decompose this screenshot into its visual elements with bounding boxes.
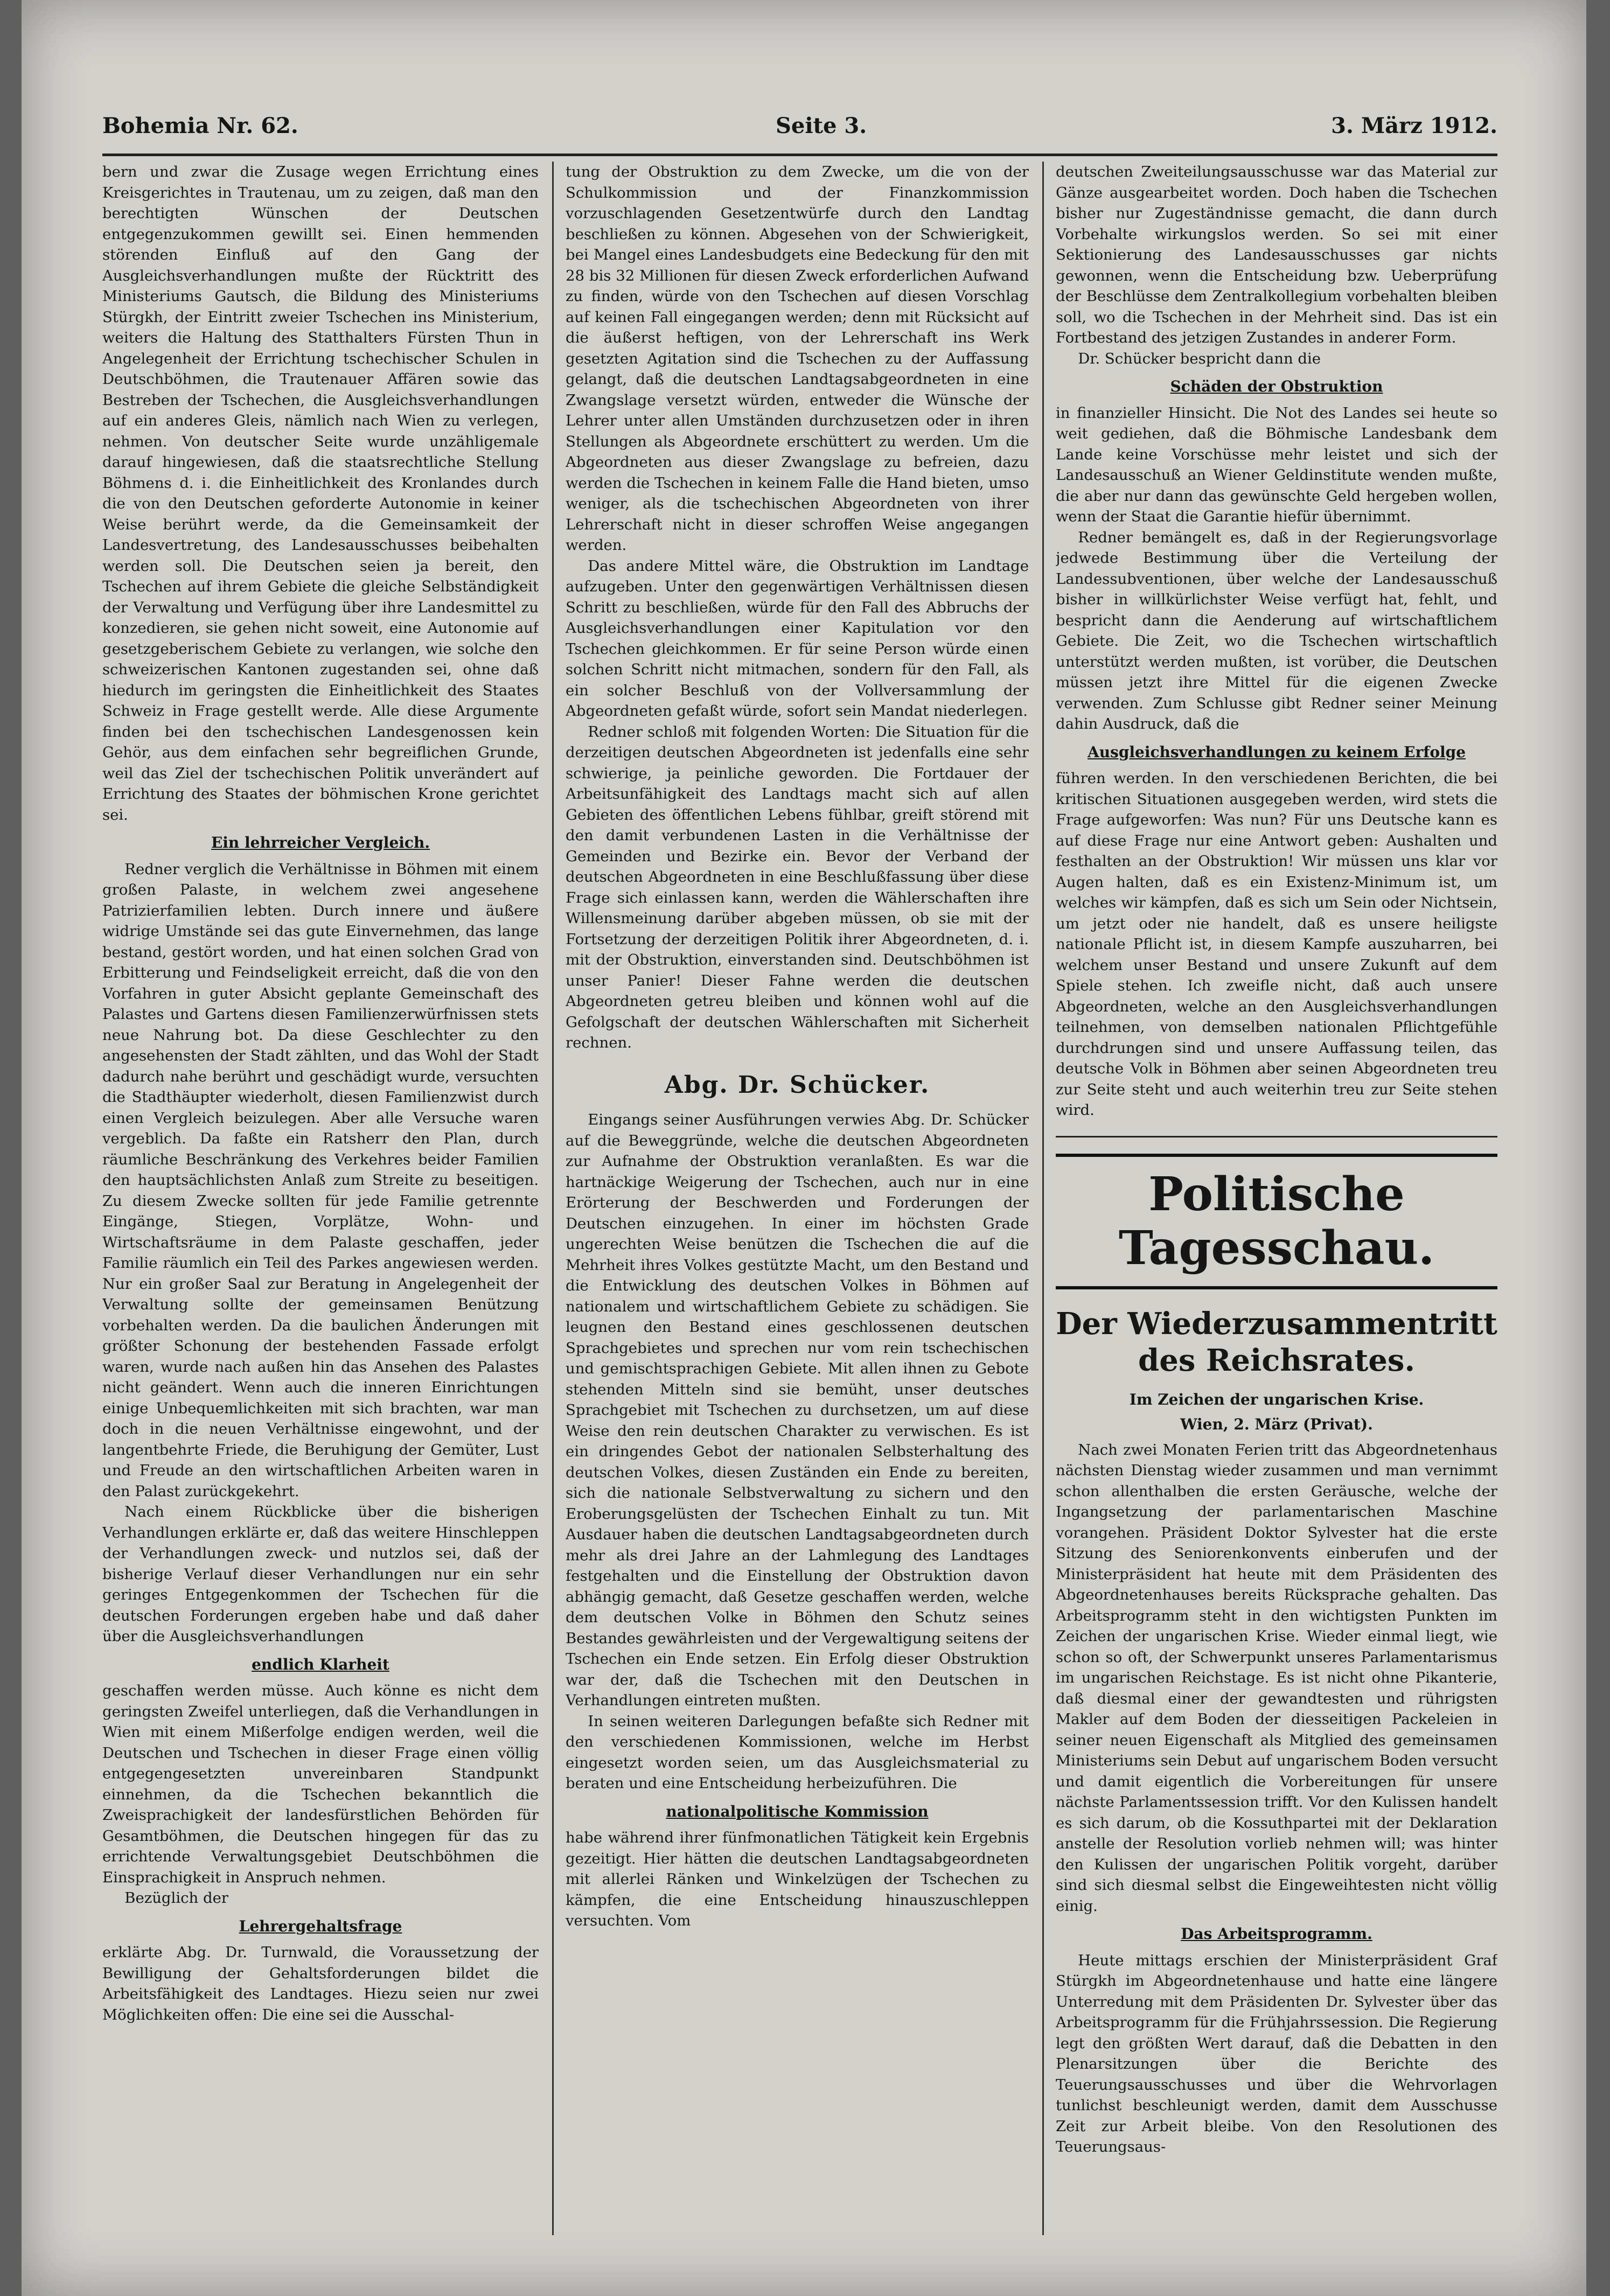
paragraph: Redner bemängelt es, daß in der Regierungsvorlage jedwede Bestimmung über die Verteilung der Landessubventionen, über welche der Landesausschuß bisher in willkürlichster Weise verfügt hat, fehlt, und bespricht dann die Aenderung auf wirtschaftlichem Gebiete. Die Zeit, wo die Tschechen wirtschaftlich unterstützt werden mußten, ist vorüber, die Deutschen müssen jetzt ihre Mittel für die eigenen Zwecke verwenden. Zum Schlusse gibt Redner seiner Meinung dahin Ausdruck, daß die <box>1056 528 1497 732</box>
subheading: Lehrergehaltsfrage <box>239 1917 402 1935</box>
subheading: endlich Klarheit <box>252 1655 389 1673</box>
subheading: Schäden der Obstruktion <box>1170 378 1383 395</box>
article-headline: Der Wiederzusammentritt des Reichsrates. <box>1056 1306 1497 1378</box>
paragraph: geschaffen werden müsse. Auch könne es nicht dem geringsten Zweifel unterliegen, daß die Verhandlungen in Wien mit einem Mißerfolge endigen werden, weil die Deutschen und Tschechen in dieser Frage einen völlig entgegengesetzten unvereinbaren Standpunkt einnehmen, da die Tschechen bekanntlich die Zweisprachigkeit der landesfürstlichen Behörden für Gesamtböhmen, die Deutschen hingegen für das zu errichtende Verwaltungsgebiet Deutschböhmen die Einsprachigkeit in Anspruch nehmen. <box>102 1682 539 1886</box>
paragraph: bern und zwar die Zusage wegen Errichtung eines Kreisgerichtes in Trautenau, um zu zeigen, daß man den berechtigten Wünschen der Deutschen entgegenzukommen gewillt sei. Einen hemmenden störenden Einfluß auf den Gang der Ausgleichsverhandlungen mußte der Rücktritt des Ministeriums Gautsch, die Bildung des Ministeriums Stürgkh, der Eintritt zweier Tschechen ins Ministerium, weiters die Haltung des Statthalters Fürsten Thun in Angelegenheit der Errichtung tschechischer Schulen in Deutschböhmen, die Trautenauer Affären sowie das Bestreben der Tschechen, die Ausgleichsverhandlungen auf ein anderes Gleis, nämlich nach Wien zu verlegen, nehmen. Von deutscher Seite wurde unzähligemale darauf hingewiesen, daß die staatsrechtliche Stellung Böhmens d. i. die Einheitlichkeit des Kronlandes durch die von den Deutschen geforderte Autonomie in keiner Weise berührt werde, da die Gemeinsamkeit der Landesvertretung, des Landesausschusses beibehalten werden soll. Die Deutschen seien ja bereit, den Tschechen auf ihrem Gebiete die gleiche Selbständigkeit der Verwaltung und Verfügung über ihre Landesmittel zu konzedieren, sie gehen nicht soweit, eine Autonomie auf gesetzgeberischem Gebiete zu verlangen, wie solche den schweizerischen Kantonen zugestanden sei, ohne daß hiedurch im geringsten die Einheitlichkeit des Staates Schweiz in Frage gestellt werde. Alle diese Argumente finden bei den tschechischen Landesgenossen kein Gehör, aus dem einfachen sehr begreiflichen Grunde, weil das Ziel der tschechischen Politik unverändert auf Errichtung des Staates der böhmischen Krone gerichtet sei. <box>102 163 539 824</box>
newspaper-page <box>22 0 1586 2296</box>
paragraph: erklärte Abg. Dr. Turnwald, die Voraussetzung der Bewilligung der Gehaltsforderungen bildet die Arbeitsfähigkeit des Landtages. Hiezu seien nur zwei Möglichkeiten offen: Die eine sei die Ausschal- <box>102 1944 539 2023</box>
header-date: 3. März 1912. <box>1331 113 1497 138</box>
column-divider <box>552 162 554 2235</box>
page-header <box>102 113 1497 151</box>
paragraph: Dr. Schücker bespricht dann die <box>1078 350 1321 367</box>
header-rule <box>102 153 1497 156</box>
paragraph: In seinen weiteren Darlegungen befaßte sich Redner mit den verschiedenen Kommissionen, welche im Herbst eingesetzt worden seien, um das Ausgleichsmaterial zu beraten und eine Entscheidung herbeizuführen. Die <box>566 1712 1029 1792</box>
paragraph: in finanzieller Hinsicht. Die Not des Landes sei heute so weit gediehen, daß die Böhmische Landesbank dem Lande keine Vorschüsse mehr leistet und sich der Landesausschuß an Wiener Geldinstitute wenden mußte, die aber nur dann das gewünschte Geld hergeben wollen, wenn der Staat die Garantie hiefür übernimmt. <box>1056 404 1497 525</box>
paragraph: Das andere Mittel wäre, die Obstruktion im Landtage aufzugeben. Unter den gegenwärtigen Verhältnissen diesen Schritt zu beschließen, würde für den Fall des Abbruchs der Ausgleichsverhandlungen einer Kapitulation vor den Tschechen gleichkommen. Er für seine Person würde einen solchen Schritt nicht mitmachen, sondern für den Fall, als ein solcher Beschluß von der Vollversammlung der Abgeordneten gefaßt würde, sofort sein Mandat niederlegen. <box>566 557 1029 720</box>
subheading: Ein lehrreicher Vergleich. <box>211 834 430 852</box>
paragraph: Nach zwei Monaten Ferien tritt das Abgeordnetenhaus nächsten Dienstag wieder zusammen und man vernimmt schon allenthalben die ersten Geräusche, welche der Ingangsetzung der parlamentarischen Maschine vorangehen. Präsident Doktor Sylvester hat die erste Sitzung des Seniorenkonvents einberufen und der Ministerpräsident hat heute mit dem Präsidenten des Abgeordnetenhauses bereits Rücksprache gehalten. Das Arbeitsprogramm steht in den wichtigsten Punkten im Zeichen der ungarischen Krise. Wieder einmal liegt, wie schon so oft, der Schwerpunkt unseres Parlamentarismus im ungarischen Reichstage. Es ist nicht ohne Pikanterie, daß diesmal einer der gewandtesten und rührigsten Makler auf dem Boden der diesseitigen Packeleien in seiner neuen Eigenschaft als Mitglied des gemeinsamen Ministeriums sein Debut auf ungarischem Boden versucht und damit eigentlich die Vorbereitungen für unsere nächste Parlamentssession trifft. Vor den Kulissen handelt es sich darum, ob die Kossuthpartei mit der Deklaration anstelle der Resolution vorlieb nehmen will; was hinter den Kulissen der ungarischen Politik vorgeht, darüber sind sich diesmal selbst die Eingeweihtesten nicht völlig einig. <box>1056 1441 1497 1915</box>
column-3 <box>1056 162 1497 2235</box>
speaker-heading: Abg. Dr. Schücker. <box>664 1071 930 1099</box>
column-2 <box>566 162 1029 2235</box>
article-dateline: Wien, 2. März (Privat). <box>1180 1415 1373 1433</box>
paragraph: Heute mittags erschien der Ministerpräsident Graf Stürgkh im Abgeordnetenhause und hatte eine längere Unterredung mit dem Präsidenten Dr. Sylvester über das Arbeitsprogramm für die Frühjahrssession. Die Regierung legt den größten Wert darauf, daß die Debatten in den Plenarsitzungen über die Berichte des Teuerungsausschusses und über die Wehrvorlagen tunlichst beschleunigt werden, damit dem Ausschusse Zeit zur Arbeit bleibe. Von den Resolutionen des Teuerungsaus- <box>1056 1951 1497 2155</box>
paragraph: Bezüglich der <box>124 1889 229 1907</box>
paragraph: Eingangs seiner Ausführungen verwies Abg. Dr. Schücker auf die Beweggründe, welche die deutschen Abgeordneten zur Aufnahme der Obstruktion veranlaßten. Es war die hartnäckige Weigerung der Tschechen, auch nur in eine Erörterung der Beschwerden und Forderungen der Deutschen einzugehen. In einer im höchsten Grade ungerechten Weise benützen die Tschechen die auf die Mehrheit ihres Volkes gestützte Macht, um den Bestand und die Entwicklung des deutschen Volkes in Böhmen auf nationalem und wirtschaftlichem Gebiete zu schädigen. Sie leugnen den Bestand eines geschlossenen deutschen Sprachgebietes und sprechen nur vom rein tschechischen und gemischtsprachigen Gebiete. Mit allen ihnen zu Gebote stehenden Mitteln sind sie bemüht, unser deutsches Sprachgebiet mit Tschechen zu durchsetzen, um auf diese Weise den rein deutschen Charakter zu verwischen. Es ist ein dringendes Gebot der nationalen Selbsterhaltung des deutschen Volkes, diesen Zuständen ein Ende zu bereiten, sich die nationale Selbstverwaltung zu sichern und den Eroberungsgelüsten der Tschechen Einhalt zu tun. Mit Ausdauer haben die deutschen Landtagsabgeordneten durch mehr als drei Jahre an der Lahmlegung des Landtages festgehalten und die Einstellung der Obstruktion davon abhängig gemacht, daß Gesetze geschaffen werden, welche dem deutschen Volke in Böhmen den Schutz seines Bestandes gewährleisten und der Vergewaltigung seitens der Tschechen ein Ende setzen. Ein Erfolg dieser Obstruktion war der, daß die Tschechen mit den Deutschen in Verhandlungen eintreten mußten. <box>566 1111 1029 1709</box>
subheading: Das Arbeitsprogramm. <box>1181 1925 1372 1943</box>
paragraph: Nach einem Rückblicke über die bisherigen Verhandlungen erklärte er, daß das weitere Hinschleppen der Verhandlungen zweck- und nutzlos sei, daß der bisherige Verlauf dieser Verhandlungen nur ein sehr geringes Entgegenkommen der Tschechen für die deutschen Forderungen ergeben habe und daß daher über die Ausgleichsverhandlungen <box>102 1503 539 1645</box>
paragraph: habe während ihrer fünfmonatlichen Tätigkeit kein Ergebnis gezeitigt. Hier hätten die deutschen Landtagsabgeordneten mit allerlei Ränken und Winkelzügen der Tschechen zu kämpfen, die eine Entscheidung hinauszuschleppen versuchten. Vom <box>566 1829 1029 1929</box>
column-1 <box>102 162 539 2235</box>
article-subheadline: Im Zeichen der ungarischen Krise. <box>1129 1390 1424 1408</box>
paragraph: tung der Obstruktion zu dem Zwecke, um die von der Schulkommission und der Finanzkommission vorzuschlagenden Gesetzentwürfe durch den Landtag beschließen zu können. Abgesehen von der Schwierigkeit, bei Mangel eines Landesbudgets eine Bedeckung für den mit 28 bis 32 Millionen für diesen Zweck erforderlichen Aufwand zu finden, würde von den Tschechen auf diesen Vorschlag auf keinen Fall eingegangen werden; denn mit Rücksicht auf die äußerst heftigen, von der Lehrerschaft ins Werk gesetzten Agitation sind die Tschechen zu der Auffassung gelangt, daß die deutschen Landtagsabgeordneten in eine Zwangslage versetzt würden, entweder die Wünsche der Lehrer unter allen Umständen durchzusetzen oder in ihren Stellungen als Abgeordnete erschüttert zu werden. Um die Abgeordneten aus dieser Zwangslage zu befreien, dazu werden die Tschechen in keinem Falle die Hand bieten, umso weniger, als die tschechischen Abgeordneten von ihrer Lehrerschaft nicht in dieser schroffen Weise angegangen werden. <box>566 163 1029 554</box>
subheading: Ausgleichsverhandlungen zu keinem Erfolge <box>1087 743 1466 761</box>
paragraph: deutschen Zweiteilungsausschusse war das Material zur Gänze ausgearbeitet worden. Doch haben die Tschechen bisher nur Zugeständnisse gemacht, die dann durch Vorbehalte wirkungslos werden. So sei mit einer Sektionierung des Landesausschusses gar nichts gewonnen, wenn die Entscheidung bzw. Ueberprüfung der Beschlüsse dem Zentralkollegium vorbehalten bleiben soll, wo die Tschechen in der Mehrheit sind. Das ist ein Fortbestand des jetzigen Zustandes in anderer Form. <box>1056 163 1497 346</box>
column-divider <box>1042 162 1044 2235</box>
subheading: nationalpolitische Kommission <box>666 1802 929 1820</box>
paragraph: Redner verglich die Verhältnisse in Böhmen mit einem großen Palaste, in welchem zwei angesehene Patrizierfamilien lebten. Durch innere und äußere widrige Umstände sei das gute Einvernehmen, das lange bestand, gestört worden, und hat einen solchen Grad von Erbitterung und Feindseligkeit erreicht, daß die von den Vorfahren in guter Absicht geplante Gemeinschaft des Palastes und Gartens diesen Familienzerwürfnissen stets neue Nahrung bot. Da diese Geschlechter zu den angesehensten der Stadt zählten, und das Wohl der Stadt dadurch nahe berührt und geschädigt wurde, versuchten die Stadthäupter wiederholt, diesen Familienzwist durch einen Vergleich beizulegen. Aber alle Versuche waren vergeblich. Da faßte ein Ratsherr den Plan, durch räumliche Beschränkung des Verkehres beider Familien den hauptsächlichsten Anlaß zum Streite zu beseitigen. Zu diesem Zwecke sollten für jede Familie getrennte Eingänge, Stiegen, Vorplätze, Wohn- und Wirtschaftsräume in dem Palaste geschaffen, jeder Familie räumlich ein Teil des Parkes angewiesen werden. Nur ein großer Saal zur Beratung in Angelegenheit der Verwaltung sollte der gemeinsamen Benützung vorbehalten werden. Da die baulichen Änderungen mit größter Schonung der bestehenden Fassade erfolgt waren, wurde nach außen hin das Ansehen des Palastes nicht geändert. Wenn auch die inneren Einrichtungen einige Unbequemlichkeiten mit sich brachten, war man doch in die neuen Verhältnisse eingewohnt, und der langentbehrte Friede, die Beruhigung der Gemüter, Lust und Freude an den wirtschaftlichen Arbeiten waren in den Palast zurückgekehrt. <box>102 860 539 1500</box>
header-paper-name: Bohemia Nr. 62. <box>102 113 298 138</box>
section-rule <box>1056 1136 1497 1137</box>
paragraph: führen werden. In den verschiedenen Berichten, die bei kritischen Situationen ausgegeben werden, wird stets die Frage aufgeworfen: Was nun? Für uns Deutsche kann es auf diese Frage nur eine Antwort geben: Aushalten und festhalten an der Obstruktion! Wir müssen uns klar vor Augen halten, daß es ein Existenz-Minimum ist, um welches wir kämpfen, daß es sich um Sein oder Nichtsein, um jetzt oder nie handelt, daß es unsere heiligste nationale Pflicht ist, in diesem Kampfe auszuharren, bei welchem unser Bestand und unsere Zukunft auf dem Spiele stehen. Ich zweifle nicht, daß auch unsere Abgeordneten, welche an den Ausgleichsverhandlungen teilnehmen, von demselben nationalen Pflichtgefühle durchdrungen sind und unsere Auffassung teilen, das deutsche Volk in Böhmen aber seinen Abgeordneten treu zur Seite steht und auch weiterhin treu zur Seite stehen wird. <box>1056 770 1497 1119</box>
paragraph: Redner schloß mit folgenden Worten: Die Situation für die derzeitigen deutschen Abgeordneten ist jedenfalls eine sehr schwierige, ja peinliche geworden. Die Fortdauer der Arbeitsunfähigkeit des Landtags macht sich auf allen Gebieten des öffentlichen Lebens fühlbar, greift störend mit den damit verbundenen Lasten in die Verhältnisse der Gemeinden und Bezirke ein. Bevor der Verband der deutschen Abgeordneten in eine Beschlußfassung über diese Frage sich einlassen kann, werden die Wählerschaften ihre Willensmeinung darüber abgeben müssen, ob sie mit der Fortsetzung der derzeitigen Politik ihrer Abgeordneten, d. i. mit der Obstruktion, einverstanden sind. Deutschböhmen ist unser Panier! Dieser Fahne werden die deutschen Abgeordneten getreu bleiben und können wohl auf die Gefolgschaft der deutschen Wählerschaften mit Sicherheit rechnen. <box>566 723 1029 1051</box>
section-title: Politische Tagesschau. <box>1056 1154 1497 1289</box>
header-page-number: Seite 3. <box>776 113 867 138</box>
